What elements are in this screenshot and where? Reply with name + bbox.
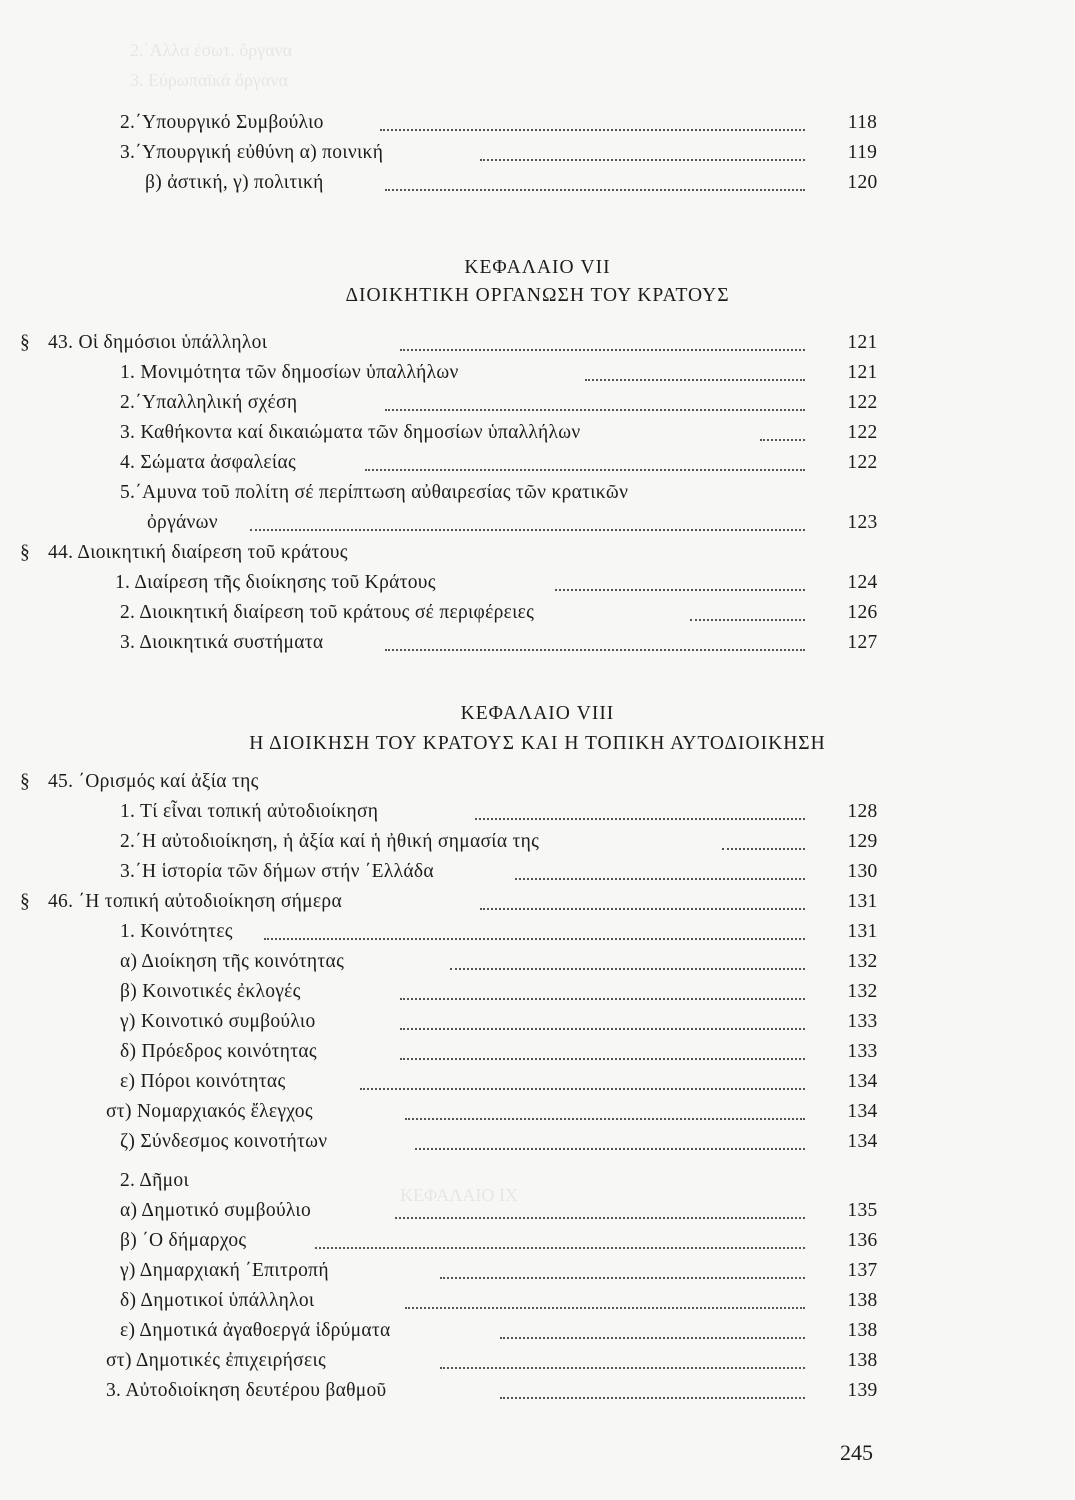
entry-label: 43. Οἱ δημόσιοι ὑπάλληλοι (48, 332, 273, 354)
toc-entry[interactable] (0, 422, 1075, 452)
entry-label: 1. Κοινότητες (120, 921, 239, 943)
entry-page: 122 (847, 452, 878, 473)
entry-page: 133 (847, 1011, 878, 1032)
leader-dots (400, 347, 805, 351)
entry-page: 124 (847, 572, 878, 593)
entry-label: 2.΄Η αὐτοδιοίκηση, ἡ ἀξία καί ἡ ἠθική σημασία της (120, 831, 545, 853)
leader-dots (315, 1245, 805, 1249)
toc-entry[interactable] (0, 602, 1075, 632)
leader-dots (380, 127, 805, 131)
toc-entry[interactable] (0, 1170, 1075, 1200)
entry-page: 122 (847, 422, 878, 443)
entry-page: 138 (847, 1320, 878, 1341)
entry-label: στ) Δημοτικές ἐπιχειρήσεις (106, 1350, 332, 1372)
leader-dots (480, 157, 805, 161)
toc-entry[interactable] (0, 1011, 1075, 1041)
leader-dots (365, 467, 805, 471)
entry-page: 137 (847, 1260, 878, 1281)
entry-page: 132 (847, 981, 878, 1002)
entry-page: 121 (847, 332, 878, 353)
entry-label: ε) Δημοτικά ἀγαθοεργά ἱδρύματα (120, 1320, 397, 1342)
entry-label: 3. Αὐτοδιοίκηση δευτέρου βαθμοῦ (106, 1380, 393, 1402)
toc-entry[interactable] (0, 512, 1075, 542)
section-sign: § (20, 891, 31, 912)
toc-entry[interactable] (0, 142, 1075, 172)
entry-label: 3.΄Η ἱστορία τῶν δήμων στήν ΄Ελλάδα (120, 861, 440, 883)
chapter-viii-title: Η ΔΙΟΙΚΗΣΗ ΤΟΥ ΚΡΑΤΟΥΣ ΚΑΙ Η ΤΟΠΙΚΗ ΑΥΤΟΔΙΟΙΚΗΣΗ (249, 733, 826, 754)
toc-entry[interactable] (0, 1101, 1075, 1131)
entry-label: 2.΄Υπαλληλική σχέση (120, 392, 303, 414)
toc-entry[interactable] (0, 482, 1075, 512)
leader-dots (515, 876, 805, 880)
toc-entry[interactable] (0, 831, 1075, 861)
leader-dots (440, 1365, 805, 1369)
leader-dots (690, 617, 805, 621)
entry-page: 131 (847, 921, 878, 942)
entry-label: 1. Τί εἶναι τοπική αὐτοδιοίκηση (120, 801, 384, 823)
entry-page: 122 (847, 392, 878, 413)
toc-entry[interactable] (0, 1290, 1075, 1320)
page-number: 245 (840, 1440, 873, 1465)
toc-entry[interactable] (0, 1131, 1075, 1161)
leader-dots (264, 936, 805, 940)
entry-label: 3.΄Υπουργική εὐθύνη α) ποινική (120, 142, 389, 164)
toc-entry[interactable] (0, 452, 1075, 482)
toc-entry[interactable] (0, 771, 1075, 801)
entry-page: 129 (847, 831, 878, 852)
toc-entry[interactable] (0, 1230, 1075, 1260)
toc-entry[interactable] (0, 572, 1075, 602)
entry-label: 3. Διοικητικά συστήματα (120, 632, 329, 654)
entry-label: δ) Δημοτικοί ὑπάλληλοι (120, 1290, 320, 1312)
entry-label: β) Κοινοτικές ἐκλογές (120, 981, 307, 1003)
toc-entry[interactable] (0, 861, 1075, 891)
leader-dots (500, 1335, 805, 1339)
toc-entry[interactable] (0, 1041, 1075, 1071)
chapter-vii-title: ΔΙΟΙΚΗΤΙΚΗ ΟΡΓΑΝΩΣΗ ΤΟΥ ΚΡΑΤΟΥΣ (345, 285, 730, 306)
entry-page: 138 (847, 1290, 878, 1311)
toc-entry[interactable] (0, 801, 1075, 831)
entry-page: 134 (847, 1071, 878, 1092)
entry-label: β) ἀστική, γ) πολιτική (145, 172, 330, 194)
entry-page: 135 (847, 1200, 878, 1221)
entry-label: ζ) Σύνδεσμος κοινοτήτων (120, 1131, 333, 1153)
toc-entry[interactable] (0, 1350, 1075, 1380)
leader-dots (400, 996, 805, 1000)
entry-label: δ) Πρόεδρος κοινότητας (120, 1041, 323, 1063)
leader-dots (585, 377, 805, 381)
leader-dots (400, 1056, 805, 1060)
toc-entry[interactable] (0, 112, 1075, 142)
toc-entry[interactable] (0, 921, 1075, 951)
leader-dots (360, 1086, 805, 1090)
leader-dots (400, 1026, 805, 1030)
entry-label: 2. Διοικητική διαίρεση τοῦ κράτους σέ περιφέρειες (120, 602, 540, 624)
toc-entry[interactable] (0, 632, 1075, 662)
toc-entry[interactable] (0, 1071, 1075, 1101)
toc-entry[interactable] (0, 891, 1075, 921)
toc-entry[interactable] (0, 362, 1075, 392)
entry-label: ὀργάνων (147, 512, 224, 534)
entry-label: 1. Διαίρεση τῆς διοίκησης τοῦ Κράτους (115, 572, 442, 594)
entry-label: 45. ΄Ορισμός καί ἀξία της (48, 771, 265, 793)
bleed-through-text: ΚΕΦΑΛΑΙΟ ΙΧ (400, 1185, 518, 1205)
chapter-vii-number: ΚΕΦΑΛΑΙΟ VII (464, 257, 611, 278)
entry-label: α) Διοίκηση τῆς κοινότητας (120, 951, 350, 973)
leader-dots (385, 187, 805, 191)
toc-entry[interactable] (0, 172, 1075, 202)
entry-page: 131 (847, 891, 878, 912)
toc-entry[interactable] (0, 392, 1075, 422)
entry-page: 123 (847, 512, 878, 533)
leader-dots (760, 437, 805, 441)
entry-page: 134 (847, 1131, 878, 1152)
entry-page: 138 (847, 1350, 878, 1371)
leader-dots (415, 1146, 805, 1150)
leader-dots (250, 527, 805, 531)
entry-label: γ) Δημαρχιακή ΄Επιτροπή (120, 1260, 335, 1282)
entry-page: 121 (847, 362, 878, 383)
toc-entry[interactable] (0, 1260, 1075, 1290)
leader-dots (395, 1215, 805, 1219)
entry-page: 139 (847, 1380, 878, 1401)
entry-page: 134 (847, 1101, 878, 1122)
entry-label: β) ΄Ο δήμαρχος (120, 1230, 252, 1252)
section-sign: § (20, 542, 31, 563)
leader-dots (385, 647, 805, 651)
entry-page: 119 (847, 142, 878, 163)
toc-entry[interactable] (0, 1320, 1075, 1350)
toc-entry[interactable] (0, 1380, 1075, 1410)
entry-page: 127 (847, 632, 878, 653)
leader-dots (500, 1395, 805, 1399)
toc-entry[interactable] (0, 981, 1075, 1011)
entry-label: 5.΄Αμυνα τοῦ πολίτη σέ περίπτωση αὐθαιρεσίας τῶν κρατικῶν (120, 482, 634, 504)
entry-label: ε) Πόροι κοινότητας (120, 1071, 291, 1093)
bleed-through-text: 3. Εὐρωπαϊκά ὄργανα (130, 70, 288, 90)
entry-label: α) Δημοτικό συμβούλιο (120, 1200, 317, 1222)
entry-page: 120 (847, 172, 878, 193)
leader-dots (405, 1116, 805, 1120)
entry-page: 130 (847, 861, 878, 882)
toc-entry[interactable] (0, 951, 1075, 981)
leader-dots (440, 1275, 805, 1279)
entry-page: 118 (847, 112, 878, 133)
toc-entry[interactable] (0, 1200, 1075, 1230)
toc-entry[interactable] (0, 542, 1075, 572)
leader-dots (405, 1305, 805, 1309)
leader-dots (555, 587, 805, 591)
entry-label: γ) Κοινοτικό συμβούλιο (120, 1011, 322, 1033)
toc-entry[interactable] (0, 332, 1075, 362)
entry-page: 132 (847, 951, 878, 972)
entry-label: στ) Νομαρχιακός ἔλεγχος (106, 1101, 319, 1123)
leader-dots (475, 816, 805, 820)
chapter-viii-number: ΚΕΦΑΛΑΙΟ VIII (460, 703, 615, 724)
entry-page: 128 (847, 801, 878, 822)
leader-dots (385, 407, 805, 411)
entry-page: 126 (847, 602, 878, 623)
entry-label: 44. Διοικητική διαίρεση τοῦ κράτους (48, 542, 354, 564)
section-sign: § (20, 332, 31, 353)
bleed-through-text: 2.΄Αλλα ἐσωτ. ὄργανα (130, 40, 293, 60)
leader-dots (480, 906, 805, 910)
entry-page: 133 (847, 1041, 878, 1062)
leader-dots (722, 846, 805, 850)
entry-label: 4. Σώματα ἀσφαλείας (120, 452, 302, 474)
leader-dots (450, 966, 805, 970)
entry-page: 136 (847, 1230, 878, 1251)
entry-label: 46. ΄Η τοπική αὐτοδιοίκηση σήμερα (48, 891, 348, 913)
entry-label: 1. Μονιμότητα τῶν δημοσίων ὑπαλλήλων (120, 362, 465, 384)
entry-label: 2. Δῆμοι (120, 1170, 195, 1192)
section-sign: § (20, 771, 31, 792)
entry-label: 2.΄Υπουργικό Συμβούλιο (120, 112, 330, 134)
entry-label: 3. Καθήκοντα καί δικαιώματα τῶν δημοσίων ὑπαλλήλων (120, 422, 586, 444)
